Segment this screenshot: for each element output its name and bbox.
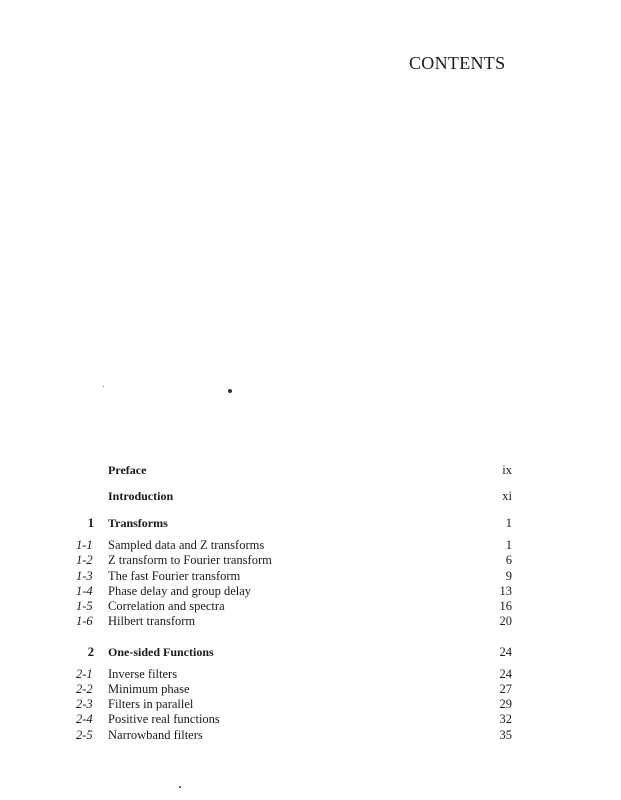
section-number: 1-2	[76, 553, 93, 567]
section-number: 1-6	[76, 614, 93, 628]
toc-entry-label: Introduction	[108, 489, 174, 503]
section-title: Narrowband filters	[108, 728, 203, 742]
section-page: 32	[499, 712, 512, 726]
toc-section[interactable]	[0, 727, 621, 743]
section-number: 2-4	[76, 712, 93, 726]
page-title: CONTENTS	[409, 53, 506, 73]
ink-speck	[103, 386, 104, 387]
section-title: The fast Fourier transform	[108, 569, 241, 583]
section-title: Hilbert transform	[108, 614, 196, 628]
chapter-title: One-sided Functions	[108, 645, 214, 659]
toc-section[interactable]	[0, 613, 621, 629]
section-page: 24	[499, 667, 512, 681]
toc-chapter-2[interactable]	[0, 644, 621, 660]
section-page: 35	[499, 728, 512, 742]
ink-speck	[179, 786, 181, 788]
section-page: 6	[505, 553, 512, 567]
toc-section[interactable]	[0, 568, 621, 584]
chapter-page: 24	[499, 645, 512, 659]
section-title: Phase delay and group delay	[108, 584, 252, 598]
section-page: 9	[505, 569, 512, 583]
toc-section[interactable]	[0, 552, 621, 568]
section-number: 2-1	[76, 667, 93, 681]
section-title: Correlation and spectra	[108, 599, 225, 613]
toc-entry-preface[interactable]	[0, 462, 621, 478]
section-number: 2-5	[76, 728, 93, 742]
toc-entry-page: ix	[502, 463, 512, 477]
section-page: 20	[499, 614, 512, 628]
toc-section[interactable]	[0, 696, 621, 712]
section-page: 1	[505, 538, 512, 552]
section-title: Sampled data and Z transforms	[108, 538, 265, 552]
toc-entry-introduction[interactable]	[0, 488, 621, 504]
section-page: 16	[499, 599, 512, 613]
section-number: 1-3	[76, 569, 93, 583]
chapter-title: Transforms	[108, 516, 168, 530]
toc-chapter-1[interactable]	[0, 515, 621, 531]
toc-entry-page: xi	[502, 489, 512, 503]
toc-section[interactable]	[0, 598, 621, 614]
section-number: 2-3	[76, 697, 93, 711]
section-page: 13	[499, 584, 512, 598]
toc-section[interactable]	[0, 537, 621, 553]
toc-section[interactable]	[0, 711, 621, 727]
toc-entry-label: Preface	[108, 463, 147, 477]
section-title: Minimum phase	[108, 682, 190, 696]
section-title: Inverse filters	[108, 667, 178, 681]
toc-section[interactable]	[0, 583, 621, 599]
section-page: 27	[499, 682, 512, 696]
section-page: 29	[499, 697, 512, 711]
section-number: 2-2	[76, 682, 93, 696]
toc-section[interactable]	[0, 666, 621, 682]
chapter-number: 2	[87, 645, 94, 659]
section-number: 1-5	[76, 599, 93, 613]
chapter-number: 1	[87, 516, 94, 530]
section-number: 1-1	[76, 538, 93, 552]
toc-section[interactable]	[0, 681, 621, 697]
chapter-page: 1	[505, 516, 512, 530]
ink-speck	[228, 389, 232, 393]
section-title: Z transform to Fourier transform	[108, 553, 272, 567]
section-title: Positive real functions	[108, 712, 220, 726]
section-title: Filters in parallel	[108, 697, 194, 711]
section-number: 1-4	[76, 584, 93, 598]
